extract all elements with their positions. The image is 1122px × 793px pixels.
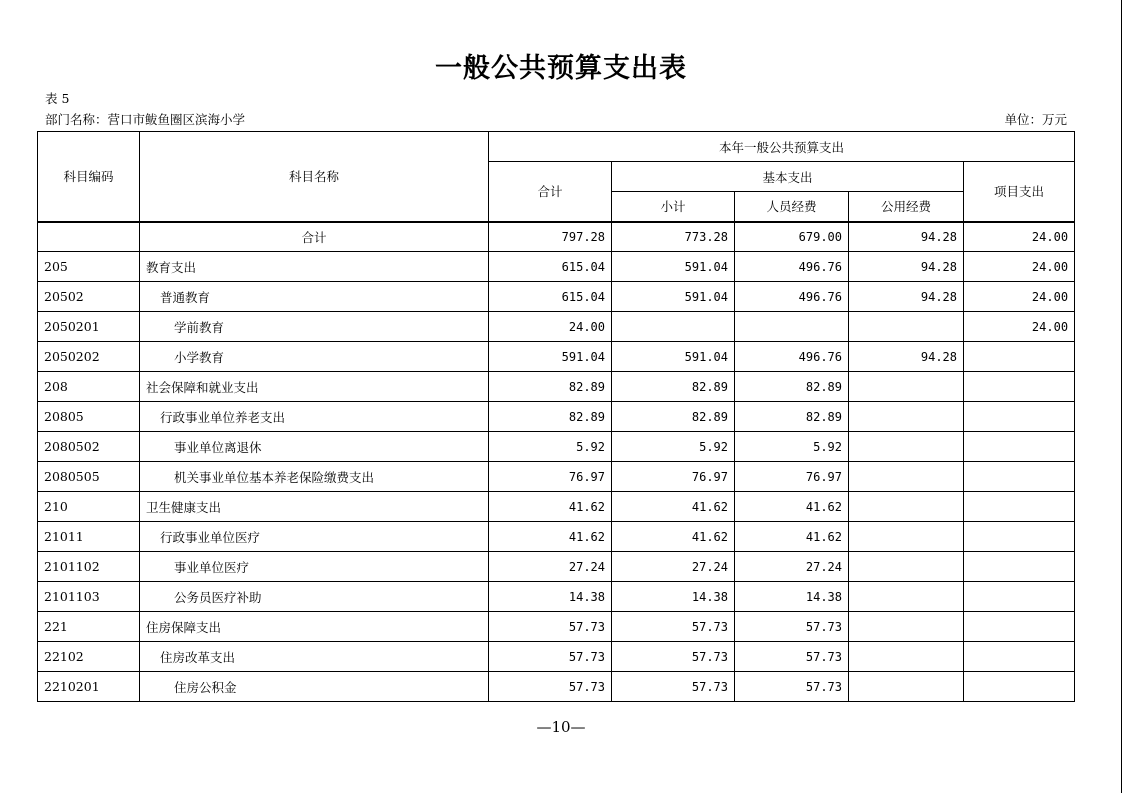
row-project — [964, 582, 1075, 612]
row-code: 2080502 — [38, 432, 140, 462]
row-personnel: 496.76 — [735, 282, 849, 312]
row-subtotal: 41.62 — [612, 492, 735, 522]
row-public — [849, 462, 964, 492]
row-public — [849, 372, 964, 402]
row-project — [964, 492, 1075, 522]
row-code: 20805 — [38, 402, 140, 432]
table-row — [38, 642, 1075, 672]
table-row — [38, 312, 1075, 342]
row-project — [964, 522, 1075, 552]
row-public — [849, 642, 964, 672]
header-personnel: 人员经费 — [735, 192, 849, 222]
department-name: 部门名称：营口市鲅鱼圈区滨海小学 — [45, 112, 246, 127]
row-project — [964, 552, 1075, 582]
row-total: 27.24 — [489, 552, 612, 582]
row-public — [849, 522, 964, 552]
row-name: 社会保障和就业支出 — [140, 372, 489, 402]
row-total: 14.38 — [489, 582, 612, 612]
row-personnel — [735, 312, 849, 342]
row-subtotal — [612, 312, 735, 342]
row-personnel: 679.00 — [735, 222, 849, 252]
row-public: 94.28 — [849, 282, 964, 312]
header-name: 科目名称 — [140, 132, 489, 222]
row-name: 小学教育 — [140, 342, 489, 372]
row-public — [849, 312, 964, 342]
row-total: 57.73 — [489, 672, 612, 702]
row-personnel: 82.89 — [735, 402, 849, 432]
row-subtotal: 57.73 — [612, 642, 735, 672]
row-total: 82.89 — [489, 402, 612, 432]
row-name: 学前教育 — [140, 312, 489, 342]
row-name: 公务员医疗补助 — [140, 582, 489, 612]
row-total: 615.04 — [489, 282, 612, 312]
row-project — [964, 372, 1075, 402]
row-subtotal: 773.28 — [612, 222, 735, 252]
row-code: 2080505 — [38, 462, 140, 492]
table-row — [38, 672, 1075, 702]
row-name: 行政事业单位医疗 — [140, 522, 489, 552]
row-total: 615.04 — [489, 252, 612, 282]
row-project — [964, 642, 1075, 672]
row-public — [849, 672, 964, 702]
row-subtotal: 82.89 — [612, 372, 735, 402]
row-personnel: 57.73 — [735, 612, 849, 642]
row-name: 教育支出 — [140, 252, 489, 282]
row-code: 221 — [38, 612, 140, 642]
row-project — [964, 402, 1075, 432]
row-subtotal: 57.73 — [612, 612, 735, 642]
row-name: 事业单位离退休 — [140, 432, 489, 462]
row-subtotal: 591.04 — [612, 342, 735, 372]
row-public — [849, 492, 964, 522]
row-project: 24.00 — [964, 312, 1075, 342]
table-row — [38, 372, 1075, 402]
row-personnel: 27.24 — [735, 552, 849, 582]
row-name: 住房改革支出 — [140, 642, 489, 672]
budget-table — [37, 131, 1075, 702]
row-code: 2210201 — [38, 672, 140, 702]
row-total: 76.97 — [489, 462, 612, 492]
row-total: 57.73 — [489, 642, 612, 672]
row-code: 20502 — [38, 282, 140, 312]
row-code: 22102 — [38, 642, 140, 672]
header-subtotal: 小计 — [612, 192, 735, 222]
row-total: 82.89 — [489, 372, 612, 402]
row-total: 797.28 — [489, 222, 612, 252]
row-code: 2050201 — [38, 312, 140, 342]
row-code: 21011 — [38, 522, 140, 552]
row-project — [964, 432, 1075, 462]
row-project: 24.00 — [964, 252, 1075, 282]
row-subtotal: 5.92 — [612, 432, 735, 462]
page-number: —10— — [536, 718, 586, 736]
row-subtotal: 57.73 — [612, 672, 735, 702]
row-personnel: 57.73 — [735, 642, 849, 672]
row-public — [849, 582, 964, 612]
row-personnel: 14.38 — [735, 582, 849, 612]
row-total: 41.62 — [489, 492, 612, 522]
table-row — [38, 432, 1075, 462]
table-row — [38, 402, 1075, 432]
row-project — [964, 342, 1075, 372]
table-row — [38, 522, 1075, 552]
row-total: 57.73 — [489, 612, 612, 642]
table-row — [38, 612, 1075, 642]
row-personnel: 496.76 — [735, 252, 849, 282]
row-name: 事业单位医疗 — [140, 552, 489, 582]
row-personnel: 41.62 — [735, 492, 849, 522]
row-name: 行政事业单位养老支出 — [140, 402, 489, 432]
row-personnel: 5.92 — [735, 432, 849, 462]
row-public — [849, 402, 964, 432]
row-code: 205 — [38, 252, 140, 282]
row-name: 合计 — [140, 222, 489, 252]
row-code: 210 — [38, 492, 140, 522]
row-total: 591.04 — [489, 342, 612, 372]
row-subtotal: 14.38 — [612, 582, 735, 612]
header-code: 科目编码 — [38, 132, 140, 222]
row-code: 2101102 — [38, 552, 140, 582]
row-name: 卫生健康支出 — [140, 492, 489, 522]
row-public: 94.28 — [849, 252, 964, 282]
row-subtotal: 76.97 — [612, 462, 735, 492]
row-project — [964, 612, 1075, 642]
row-name: 普通教育 — [140, 282, 489, 312]
row-project: 24.00 — [964, 222, 1075, 252]
table-row — [38, 492, 1075, 522]
table-number: 表 5 — [45, 91, 70, 106]
row-subtotal: 27.24 — [612, 552, 735, 582]
table-row-total — [38, 222, 1075, 252]
header-basic: 基本支出 — [612, 162, 964, 192]
row-public — [849, 612, 964, 642]
row-code: 2050202 — [38, 342, 140, 372]
row-project — [964, 462, 1075, 492]
table-row — [38, 252, 1075, 282]
row-personnel: 496.76 — [735, 342, 849, 372]
table-row — [38, 552, 1075, 582]
row-personnel: 41.62 — [735, 522, 849, 552]
table-header — [38, 132, 1075, 222]
row-public: 94.28 — [849, 342, 964, 372]
row-total: 5.92 — [489, 432, 612, 462]
row-name: 机关事业单位基本养老保险缴费支出 — [140, 462, 489, 492]
row-total: 41.62 — [489, 522, 612, 552]
row-personnel: 57.73 — [735, 672, 849, 702]
row-project — [964, 672, 1075, 702]
row-personnel: 76.97 — [735, 462, 849, 492]
table-row — [38, 462, 1075, 492]
header-year-total: 本年一般公共预算支出 — [489, 132, 1075, 162]
header-project: 项目支出 — [964, 162, 1075, 222]
row-public — [849, 432, 964, 462]
table-row — [38, 282, 1075, 312]
row-code — [38, 222, 140, 252]
row-project: 24.00 — [964, 282, 1075, 312]
row-subtotal: 591.04 — [612, 282, 735, 312]
row-name: 住房保障支出 — [140, 612, 489, 642]
row-public: 94.28 — [849, 222, 964, 252]
table-body — [38, 222, 1075, 702]
row-subtotal: 41.62 — [612, 522, 735, 552]
row-personnel: 82.89 — [735, 372, 849, 402]
unit-label: 单位：万元 — [1004, 112, 1067, 127]
header-public: 公用经费 — [849, 192, 964, 222]
row-total: 24.00 — [489, 312, 612, 342]
row-public — [849, 552, 964, 582]
table-row — [38, 342, 1075, 372]
row-subtotal: 82.89 — [612, 402, 735, 432]
row-code: 2101103 — [38, 582, 140, 612]
page-title: 一般公共预算支出表 — [435, 53, 687, 84]
table-row — [38, 582, 1075, 612]
header-total: 合计 — [489, 162, 612, 222]
row-subtotal: 591.04 — [612, 252, 735, 282]
row-name: 住房公积金 — [140, 672, 489, 702]
row-code: 208 — [38, 372, 140, 402]
